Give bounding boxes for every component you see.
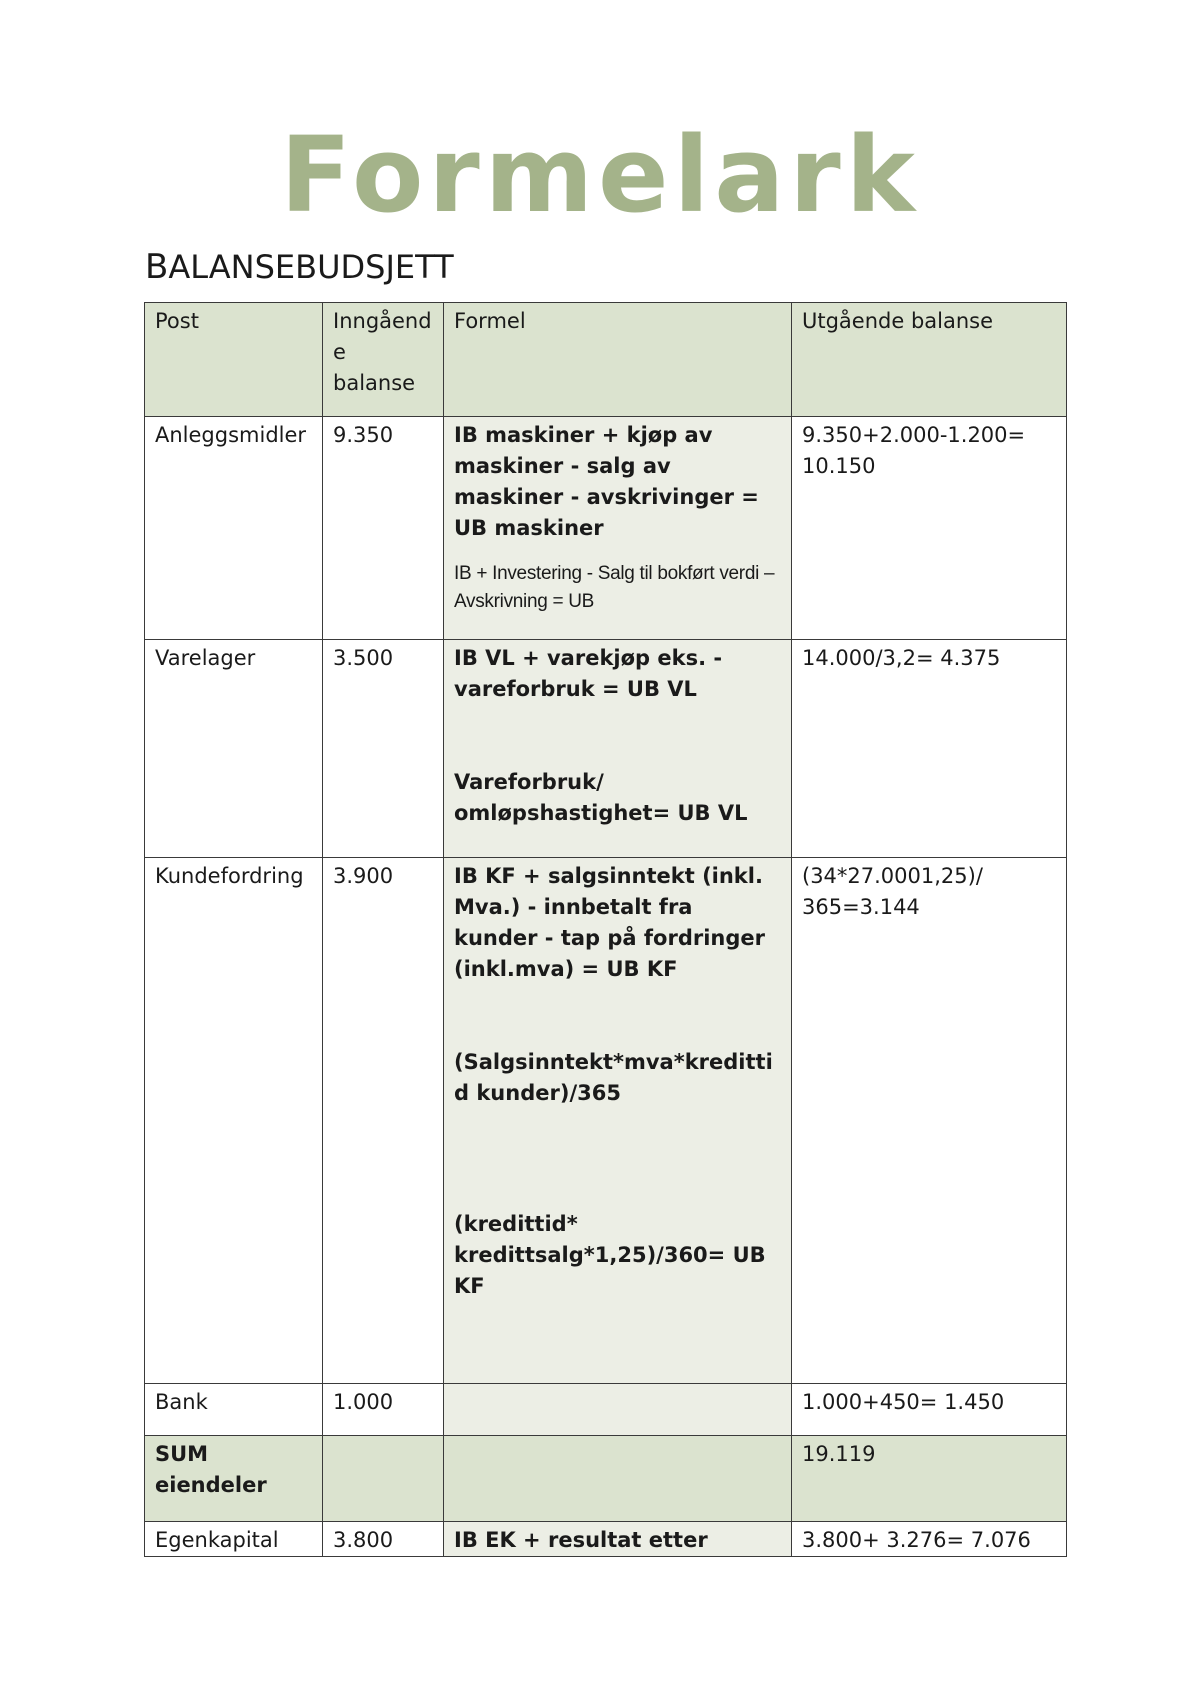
- formula-text: (kredittid* kredittsalg*1,25)/360= UB KF: [454, 1212, 766, 1298]
- cell-post: Anleggsmidler: [145, 417, 323, 640]
- header-post: Post: [145, 303, 323, 417]
- cell-ub: 3.800+ 3.276= 7.076: [792, 1522, 1067, 1557]
- cell-post: Egenkapital: [145, 1522, 323, 1557]
- cell-formula: [444, 417, 792, 640]
- cell-post: SUM eiendeler: [145, 1436, 323, 1522]
- table-row-sum: [145, 1436, 1067, 1522]
- table-row: [145, 417, 1067, 640]
- table-row: [145, 640, 1067, 858]
- section-heading-rest: ALANSEBUDSJETT: [168, 248, 454, 286]
- cell-formula: [444, 1522, 792, 1557]
- cell-post: Kundefordring: [145, 858, 323, 1384]
- cell-ib: [323, 1436, 444, 1522]
- formula-text: IB KF + salgsinntekt (inkl. Mva.) - innbetalt fra kunder - tap på fordringer (inkl.mva) = UB KF: [454, 864, 765, 981]
- cell-ib: 1.000: [323, 1384, 444, 1436]
- section-heading: [145, 247, 454, 287]
- cell-formula: [444, 1436, 792, 1522]
- document-title: Formelark: [280, 114, 920, 236]
- formula-text: (Salgsinntekt*mva*kredittid kunder)/365: [454, 1050, 773, 1105]
- header-ub: Utgående balanse: [792, 303, 1067, 417]
- table-row: [145, 858, 1067, 1384]
- table-row: [145, 1384, 1067, 1436]
- cell-formula: [444, 858, 792, 1384]
- formula-text: IB VL + varekjøp eks. - vareforbruk = UB VL: [454, 646, 723, 701]
- cell-ub: 19.119: [792, 1436, 1067, 1522]
- header-ib: Inngående balanse: [323, 303, 444, 417]
- cell-post: Varelager: [145, 640, 323, 858]
- cell-ub: 1.000+450= 1.450: [792, 1384, 1067, 1436]
- cell-ib: 3.800: [323, 1522, 444, 1557]
- header-formula: Formel: [444, 303, 792, 417]
- table-row: [145, 1522, 1067, 1557]
- cell-formula: [444, 640, 792, 858]
- formula-text: Vareforbruk/ omløpshastighet= UB VL: [454, 770, 748, 825]
- table-header-row: [145, 303, 1067, 417]
- balance-budget-table: [144, 302, 1067, 1557]
- formula-text: IB maskiner + kjøp av maskiner - salg av maskiner - avskrivinger = UB maskiner: [454, 423, 759, 540]
- cell-post: Bank: [145, 1384, 323, 1436]
- cell-ub: (34*27.0001,25)/ 365=3.144: [792, 858, 1067, 1384]
- cell-ub: 9.350+2.000-1.200= 10.150: [792, 417, 1067, 640]
- cell-ib: 9.350: [323, 417, 444, 640]
- formula-text: IB EK + resultat etter: [454, 1528, 708, 1552]
- cell-ib: 3.900: [323, 858, 444, 1384]
- formula-note: IB + Investering - Salg til bokført verdi – Avskrivning = UB: [454, 563, 775, 612]
- section-heading-initial: B: [145, 247, 169, 287]
- cell-ib: 3.500: [323, 640, 444, 858]
- cell-ub: 14.000/3,2= 4.375: [792, 640, 1067, 858]
- cell-formula: [444, 1384, 792, 1436]
